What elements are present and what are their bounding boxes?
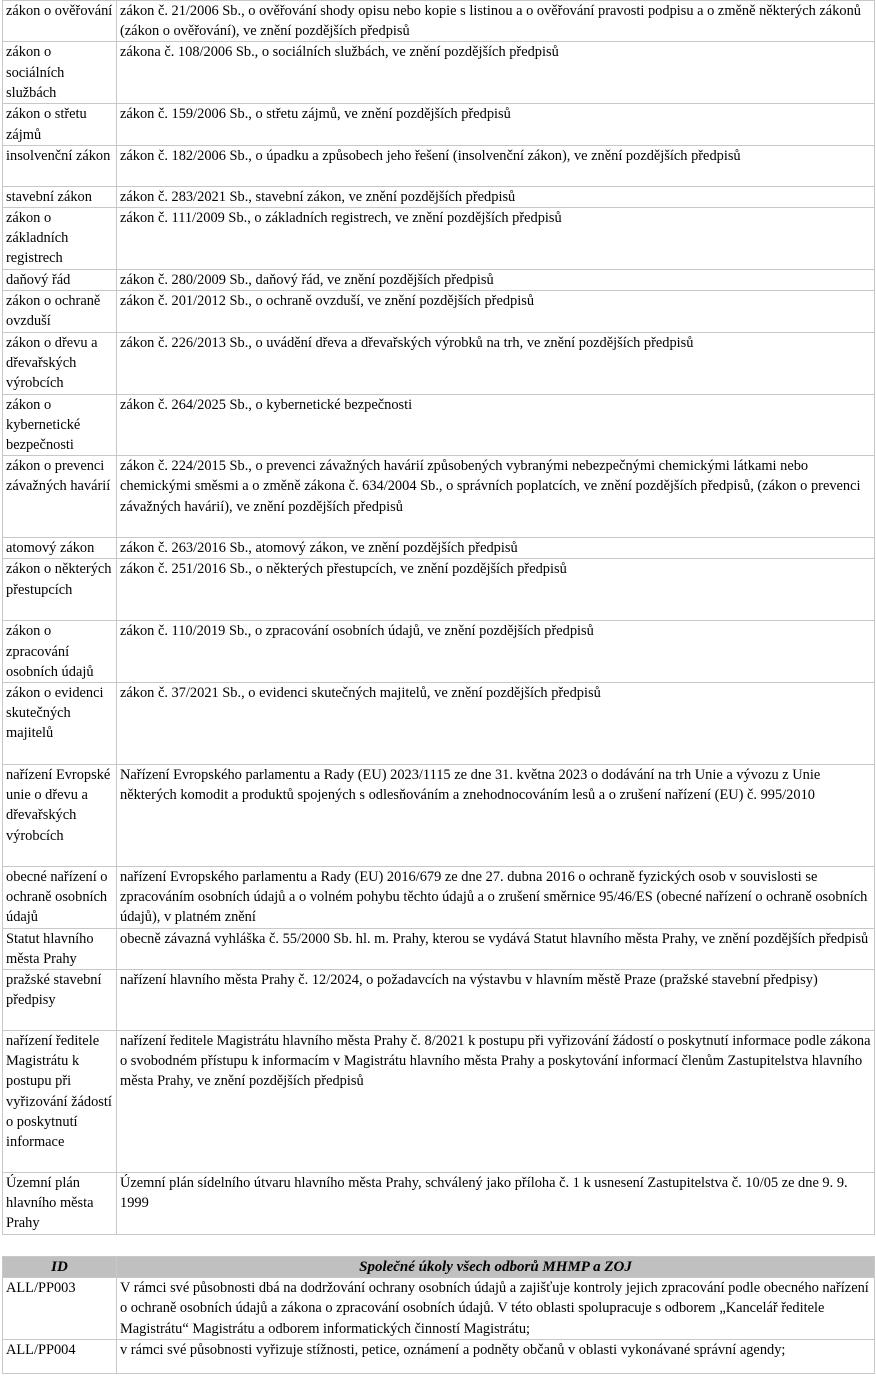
law-row	[3, 1173, 875, 1235]
task-description: V rámci své působnosti dbá na dodržování ochrany osobních údajů a zajišťuje kontroly jejich zpracování podle obecného nařízení o ochraně osobních údajů a zákona o zpracování osobních údajů. V této oblasti spolupracuje s odborem „Kancelář ředitele Magistrátu“ Magistrátu a odborem informatických činností Magistrátu;	[117, 1278, 875, 1340]
laws-table-body	[3, 1, 875, 1235]
law-full-citation: zákon č. 251/2016 Sb., o některých přestupcích, ve znění pozdějších předpisů	[117, 559, 875, 621]
law-short-name: zákon o střetu zájmů	[3, 104, 117, 145]
law-full-citation: nařízení hlavního města Prahy č. 12/2024, o požadavcích na výstavbu v hlavním městě Praze (pražské stavební předpisy)	[117, 970, 875, 1031]
law-short-name: pražské stavební předpisy	[3, 970, 117, 1031]
law-short-name: insolvenční zákon	[3, 145, 117, 186]
law-row	[3, 104, 875, 145]
law-full-citation: zákon č. 159/2006 Sb., o střetu zájmů, ve znění pozdějších předpisů	[117, 104, 875, 145]
law-row	[3, 765, 875, 867]
common-tasks-table	[2, 1256, 875, 1374]
law-row	[3, 208, 875, 270]
task-row	[3, 1339, 875, 1373]
law-short-name: Územní plán hlavního města Prahy	[3, 1173, 117, 1235]
law-row	[3, 559, 875, 621]
task-description: v rámci své působnosti vyřizuje stížnosti, petice, oznámení a podněty občanů v oblasti vykonávané správní agendy;	[117, 1339, 875, 1373]
law-full-citation: nařízení Evropského parlamentu a Rady (EU) 2016/679 ze dne 27. dubna 2016 o ochraně fyzických osob v souvislosti se zpracováním osobních údajů a o volném pohybu těchto údajů a o zrušení směrnice 95/46/ES (obecné nařízení o ochraně osobních údajů), v platném znění	[117, 867, 875, 929]
law-full-citation: Nařízení Evropského parlamentu a Rady (EU) 2023/1115 ze dne 31. května 2023 o dodávání na trh Unie a vývozu z Unie některých komodit a produktů spojených s odlesňováním a znehodnocováním lesů a o zrušení nařízení (EU) č. 995/2010	[117, 765, 875, 867]
law-full-citation: zákon č. 21/2006 Sb., o ověřování shody opisu nebo kopie s listinou a o ověřování pravosti podpisu a o změně některých zákonů (zákon o ověřování), ve znění pozdějších předpisů	[117, 1, 875, 42]
law-short-name: zákon o ověřování	[3, 1, 117, 42]
law-full-citation: zákon č. 37/2021 Sb., o evidenci skutečných majitelů, ve znění pozdějších předpisů	[117, 683, 875, 765]
law-full-citation: zákon č. 263/2016 Sb., atomový zákon, ve znění pozdějších předpisů	[117, 538, 875, 559]
law-full-citation: zákon č. 283/2021 Sb., stavební zákon, ve znění pozdějších předpisů	[117, 186, 875, 207]
laws-table	[2, 0, 875, 1235]
law-short-name: nařízení ředitele Magistrátu k postupu při vyřizování žádostí o poskytnutí informace	[3, 1031, 117, 1173]
law-full-citation: zákon č. 201/2012 Sb., o ochraně ovzduší, ve znění pozdějších předpisů	[117, 291, 875, 332]
law-full-citation: zákon č. 226/2013 Sb., o uvádění dřeva a dřevařských výrobků na trh, ve znění pozdějších předpisů	[117, 332, 875, 394]
law-row	[3, 332, 875, 394]
law-short-name: daňový řád	[3, 270, 117, 291]
law-full-citation: nařízení ředitele Magistrátu hlavního města Prahy č. 8/2021 k postupu při vyřizování žádostí o poskytnutí informace podle zákona o svobodném přístupu k informacím v Magistrátu hlavního města Prahy a poskytování informací členům Zastupitelstva hlavního města Prahy, ve znění pozdějších předpisů	[117, 1031, 875, 1173]
law-short-name: zákon o sociálních službách	[3, 42, 117, 104]
law-row	[3, 1, 875, 42]
law-row	[3, 270, 875, 291]
law-row	[3, 538, 875, 559]
law-row	[3, 683, 875, 765]
task-id: ALL/PP003	[3, 1278, 117, 1340]
law-short-name: zákon o ochraně ovzduší	[3, 291, 117, 332]
task-id: ALL/PP004	[3, 1339, 117, 1373]
law-full-citation: zákon č. 264/2025 Sb., o kybernetické bezpečnosti	[117, 394, 875, 456]
id-column-header: ID	[3, 1257, 117, 1278]
law-full-citation: Územní plán sídelního útvaru hlavního města Prahy, schválený jako příloha č. 1 k usnesení Zastupitelstva č. 10/05 ze dne 9. 9. 1999	[117, 1173, 875, 1235]
law-short-name: stavební zákon	[3, 186, 117, 207]
law-short-name: obecné nařízení o ochraně osobních údajů	[3, 867, 117, 929]
common-tasks-header-row	[3, 1257, 875, 1278]
law-row	[3, 867, 875, 929]
law-row	[3, 42, 875, 104]
task-row	[3, 1278, 875, 1340]
law-row	[3, 928, 875, 969]
law-full-citation: obecně závazná vyhláška č. 55/2000 Sb. hl. m. Prahy, kterou se vydává Statut hlavního města Prahy, ve znění pozdějších předpisů	[117, 928, 875, 969]
law-full-citation: zákon č. 110/2019 Sb., o zpracování osobních údajů, ve znění pozdějších předpisů	[117, 621, 875, 683]
law-full-citation: zákon č. 224/2015 Sb., o prevenci závažných havárií způsobených vybranými nebezpečnými chemickými látkami nebo chemickými směsmi a o změně zákona č. 634/2004 Sb., o správních poplatcích, ve znění pozdějších předpisů, (zákon o prevenci závažných havárií), ve znění pozdějších předpisů	[117, 456, 875, 538]
law-short-name: zákon o evidenci skutečných majitelů	[3, 683, 117, 765]
law-short-name: nařízení Evropské unie o dřevu a dřevařských výrobcích	[3, 765, 117, 867]
law-row	[3, 291, 875, 332]
law-full-citation: zákon č. 111/2009 Sb., o základních registrech, ve znění pozdějších předpisů	[117, 208, 875, 270]
law-short-name: zákon o některých přestupcích	[3, 559, 117, 621]
law-row	[3, 621, 875, 683]
law-short-name: atomový zákon	[3, 538, 117, 559]
law-short-name: zákon o kybernetické bezpečnosti	[3, 394, 117, 456]
law-row	[3, 394, 875, 456]
common-tasks-body	[3, 1278, 875, 1374]
law-short-name: zákon o prevenci závažných havárií	[3, 456, 117, 538]
law-full-citation: zákon č. 182/2006 Sb., o úpadku a způsobech jeho řešení (insolvenční zákon), ve znění pozdějších předpisů	[117, 145, 875, 186]
law-short-name: zákon o základních registrech	[3, 208, 117, 270]
law-row	[3, 970, 875, 1031]
law-row	[3, 186, 875, 207]
law-full-citation: zákona č. 108/2006 Sb., o sociálních službách, ve znění pozdějších předpisů	[117, 42, 875, 104]
law-full-citation: zákon č. 280/2009 Sb., daňový řád, ve znění pozdějších předpisů	[117, 270, 875, 291]
law-short-name: zákon o dřevu a dřevařských výrobcích	[3, 332, 117, 394]
law-row	[3, 1031, 875, 1173]
law-short-name: Statut hlavního města Prahy	[3, 928, 117, 969]
law-short-name: zákon o zpracování osobních údajů	[3, 621, 117, 683]
law-row	[3, 456, 875, 538]
law-row	[3, 145, 875, 186]
tasks-column-header: Společné úkoly všech odborů MHMP a ZOJ	[117, 1257, 875, 1278]
